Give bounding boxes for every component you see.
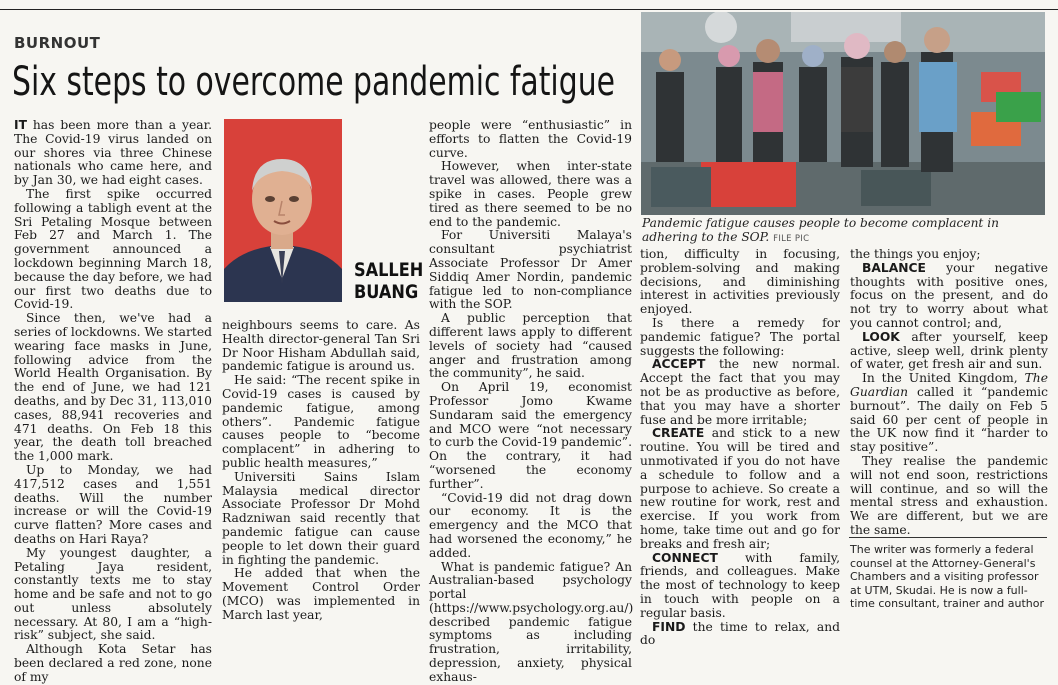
paragraph: On April 19, economist Professor Jomo Kwame Sundaram said the emergency and MCO were “not necessary to curb the Covid-19 pandemic”. On the contrary, it had “worsened the economy further”. xyxy=(429,380,632,491)
article-column-1 xyxy=(14,119,212,685)
paragraph xyxy=(640,552,840,621)
paragraph: Although Kota Setar has been declared a red zone, none of my xyxy=(14,642,212,684)
paragraph: He said: “The recent spike in Covid-19 cases is caused by pandemic fatigue, among others”. Pandemic fatigue causes people to “become complacent” in adhering to public health measures,” xyxy=(222,373,420,470)
section-kicker: BURNOUT xyxy=(14,34,101,52)
paragraph xyxy=(850,331,1048,372)
columnist-byline: SALLEH BUANG xyxy=(354,259,424,303)
paragraph: However, when inter-state travel was allowed, there was a spike in cases. People grew tired as there seemed to be no end to the pandemic. xyxy=(429,159,632,229)
paragraph xyxy=(640,427,840,551)
headline: Six steps to overcome pandemic fatigue xyxy=(12,59,616,105)
paragraph xyxy=(640,621,840,649)
article-column-3 xyxy=(429,119,632,685)
paragraph: What is pandemic fatigue? An Australian-based psychology portal (https://www.psychology.org.au/) described pandemic fatigue symptoms as including frustration, irritability, depression, anxiety, physical exhaus- xyxy=(429,559,634,684)
paragraph: The first spike occurred following a tabligh event at the Sri Petaling Mosque between Feb 27 and March 1. The government announced a lockdown beginning March 18, because the day before, we had our first two deaths due to Covid-19. xyxy=(14,186,212,312)
bio-divider xyxy=(849,537,1047,538)
photo-caption-text: Pandemic fatigue causes people to become complacent in adhering to the SOP. xyxy=(642,216,999,244)
paragraph: tion, difficulty in focusing, problem-solving and making decisions, and diminishing interest in activities previously enjoyed. xyxy=(640,247,840,317)
author-bio: The writer was formerly a federal counsel at the Attorney-General's Chambers and a visiting professor at UTM, Skudai. He is now a full-time consultant, trainer and author xyxy=(850,543,1045,611)
paragraph: the things you enjoy; xyxy=(850,247,981,261)
tip-text: the time to relax, and do xyxy=(640,619,840,648)
tip-lead: FIND xyxy=(652,619,686,634)
article-column-4 xyxy=(640,248,840,648)
paragraph: He added that when the Movement Control Order (MCO) was implemented in March last year, xyxy=(222,566,420,622)
paragraph-text: has been more than a year. The Covid-19 virus landed on our shores via three Chinese nationals who came here, and by Jan 30, we had eight cases. xyxy=(14,118,212,188)
paragraph xyxy=(640,358,840,427)
top-rule xyxy=(0,9,1058,10)
portrait-illustration xyxy=(224,119,342,302)
publication-name: The Guardian xyxy=(850,371,1048,399)
paragraph xyxy=(14,119,212,188)
tip-text: and stick to a new routine. You will be tired and unmotivated if you do not have a schedule to follow and a purpose to achieve. So create a new routine for work, rest and exercise. If you work from home, take time out and go for breaks and fresh air; xyxy=(640,426,840,551)
photo-caption xyxy=(642,217,1046,246)
tip-text: after yourself, keep active, sleep well, drink plenty of water, get fresh air and sun. xyxy=(850,329,1048,372)
article-column-5 xyxy=(850,248,1048,538)
tip-lead: BALANCE xyxy=(862,260,926,275)
paragraph xyxy=(850,372,1048,455)
paragraph: Is there a remedy for pandemic fatigue? The portal suggests the following: xyxy=(640,315,840,358)
market-photo xyxy=(641,12,1045,215)
paragraph: Up to Monday, we had 417,512 cases and 1,551 deaths. Will the number increase or will the Covid-19 curve flatten? More cases and deaths on Hari Raya? xyxy=(14,462,212,546)
tip-lead: CONNECT xyxy=(652,550,718,565)
drop-lead: IT xyxy=(14,118,27,132)
paragraph-text: called it “pandemic burnout”. The daily on Feb 5 said 60 per cent of people in the UK now find it “harder to stay positive”. xyxy=(850,384,1048,455)
paragraph-text: In the United Kingdom, xyxy=(862,371,1025,386)
article-column-2 xyxy=(222,319,420,623)
market-scene-illustration xyxy=(641,12,1045,215)
photo-credit: FILE PIC xyxy=(773,233,810,244)
tip-text: the new normal. Accept the fact that you may not be as productive as before, that you may have a shorter fuse and be more irritable; xyxy=(640,357,840,427)
paragraph: They realise the pandemic will not end soon, restrictions will continue, and so will the mental stress and exhaustion. We are different, but we are the same. xyxy=(850,453,1048,537)
tip-text: your negative thoughts with positive ones, focus on the present, and do not try to worry about what you cannot control; and, xyxy=(850,260,1048,330)
paragraph: My youngest daughter, a Petaling Jaya resident, constantly texts me to stay home and be safe and not to go out unless absolutely necessary. At 80, I am a “high-risk” subject, she said. xyxy=(14,545,212,643)
paragraph: For Universiti Malaya's consultant psychiatrist Associate Professor Dr Amer Siddiq Amer Nordin, pandemic fatigue led to non-compliance with the SOP. xyxy=(429,228,632,312)
tip-lead: ACCEPT xyxy=(652,357,706,372)
columnist-portrait xyxy=(224,119,342,302)
tip-lead: CREATE xyxy=(652,426,705,441)
paragraph: people were “enthusiastic” in efforts to flatten the Covid-19 curve. xyxy=(429,118,632,160)
tip-lead: LOOK xyxy=(862,329,900,344)
paragraph xyxy=(850,262,1048,331)
tip-text: with family, friends, and colleagues. Make the most of technology to keep in touch with people on a regular basis. xyxy=(640,550,840,620)
paragraph: neighbours seems to care. As Health director-general Tan Sri Dr Noor Hisham Abdullah said, pandemic fatigue is around us. xyxy=(222,318,420,374)
paragraph: “Covid-19 did not drag down our economy. It is the emergency and the MCO that had worsened the economy,” he added. xyxy=(429,490,632,560)
paragraph: A public perception that different laws apply to different levels of society had “caused anger and frustration among the community”, he said. xyxy=(429,311,632,381)
paragraph: Since then, we've had a series of lockdowns. We started wearing face masks in June, following advice from the World Health Organisation. By the end of June, we had 121 deaths, and by Dec 31, 113,010 cases, 88,941 recoveries and 471 deaths. On Feb 18 this year, the death toll breached the 1,000 mark. xyxy=(14,311,212,464)
paragraph: Universiti Sains Islam Malaysia medical director Associate Professor Dr Mohd Radzniwan said recently that pandemic fatigue can cause people to let down their guard in fighting the pandemic. xyxy=(222,469,420,567)
